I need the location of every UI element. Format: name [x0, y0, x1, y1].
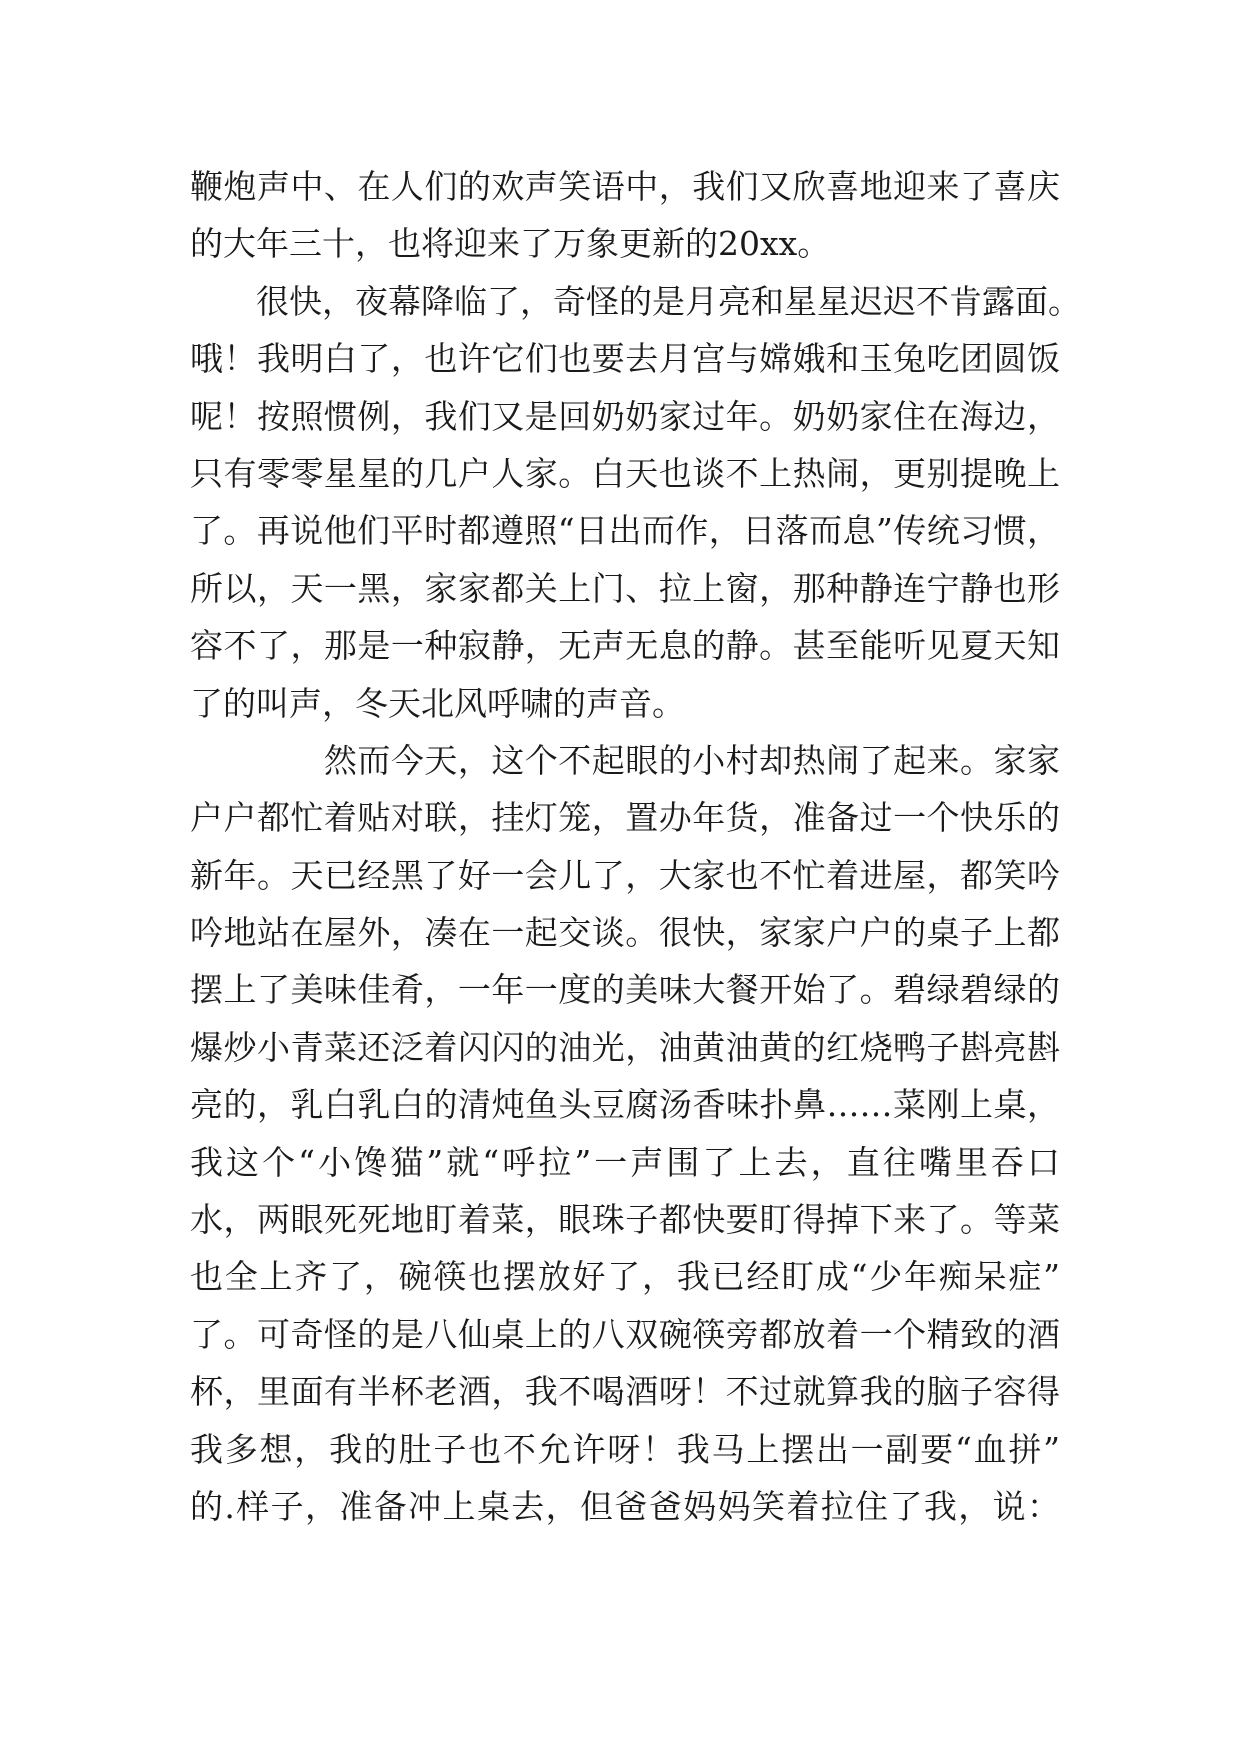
text-line: 爆炒小青菜还泛着闪闪的油光，油黄油黄的红烧鸭子斟亮斟 [190, 1027, 1060, 1067]
text-line: 新年。天已经黑了好一会儿了，大家也不忙着进屋，都笑吟 [190, 855, 1060, 895]
text-line: 水，两眼死死地盯着菜，眼珠子都快要盯得掉下来了。等菜 [190, 1200, 1060, 1240]
body-text [190, 158, 1081, 1535]
text-line: 摆上了美味佳肴，一年一度的美味大餐开始了。碧绿碧绿的 [190, 970, 1060, 1010]
text-line: 哦！我明白了，也许它们也要去月宫与嫦娥和玉兔吃团圆饭 [190, 339, 1060, 379]
text-line: 只有零零星星的几户人家。白天也谈不上热闹，更别提晚上 [190, 453, 1060, 493]
text-line: 亮的，乳白乳白的清炖鱼头豆腐汤香味扑鼻……菜刚上桌， [190, 1085, 1060, 1125]
text-line: 我多想，我的肚子也不允许呀！我马上摆出一副要“血拼” [190, 1429, 1060, 1469]
text-line: 的大年三十，也将迎来了万象更新的20xx。 [190, 224, 831, 264]
text-line: 吟地站在屋外，凑在一起交谈。很快，家家户户的桌子上都 [190, 913, 1060, 953]
text-line: 了。再说他们平时都遵照“日出而作，日落而息”传统习惯， [190, 511, 1060, 551]
text-line: 我这个“小馋猫”就“呼拉”一声围了上去，直往嘴里吞口 [190, 1142, 1060, 1182]
text-line: 鞭炮声中、在人们的欢声笑语中，我们又欣喜地迎来了喜庆 [190, 167, 1060, 206]
text-line: 户户都忙着贴对联，挂灯笼，置办年货，准备过一个快乐的 [190, 798, 1060, 838]
text-line: 了的叫声，冬天北风呼啸的声音。 [190, 683, 685, 723]
text-line: 所以，天一黑，家家都关上门、拉上窗，那种静连宁静也形 [190, 568, 1060, 608]
text-line: 的.样子，准备冲上桌去，但爸爸妈妈笑着拉住了我，说： [190, 1486, 1060, 1526]
text-line: 杯，里面有半杯老酒，我不喝酒呀！不过就算我的脑子容得 [190, 1372, 1060, 1412]
text-line: 容不了，那是一种寂静，无声无息的静。甚至能听见夏天知 [190, 626, 1060, 666]
text-line: 呢！按照惯例，我们又是回奶奶家过年。奶奶家住在海边， [190, 396, 1060, 436]
text-line: 了。可奇怪的是八仙桌上的八双碗筷旁都放着一个精致的酒 [190, 1314, 1060, 1354]
text-line: 很快，夜幕降临了，奇怪的是月亮和星星迟迟不肯露面。 [190, 281, 1081, 321]
text-line: 然而今天，这个不起眼的小村却热闹了起来。家家 [190, 740, 1060, 780]
text-line: 也全上齐了，碗筷也摆放好了，我已经盯成“少年痴呆症” [190, 1257, 1060, 1297]
